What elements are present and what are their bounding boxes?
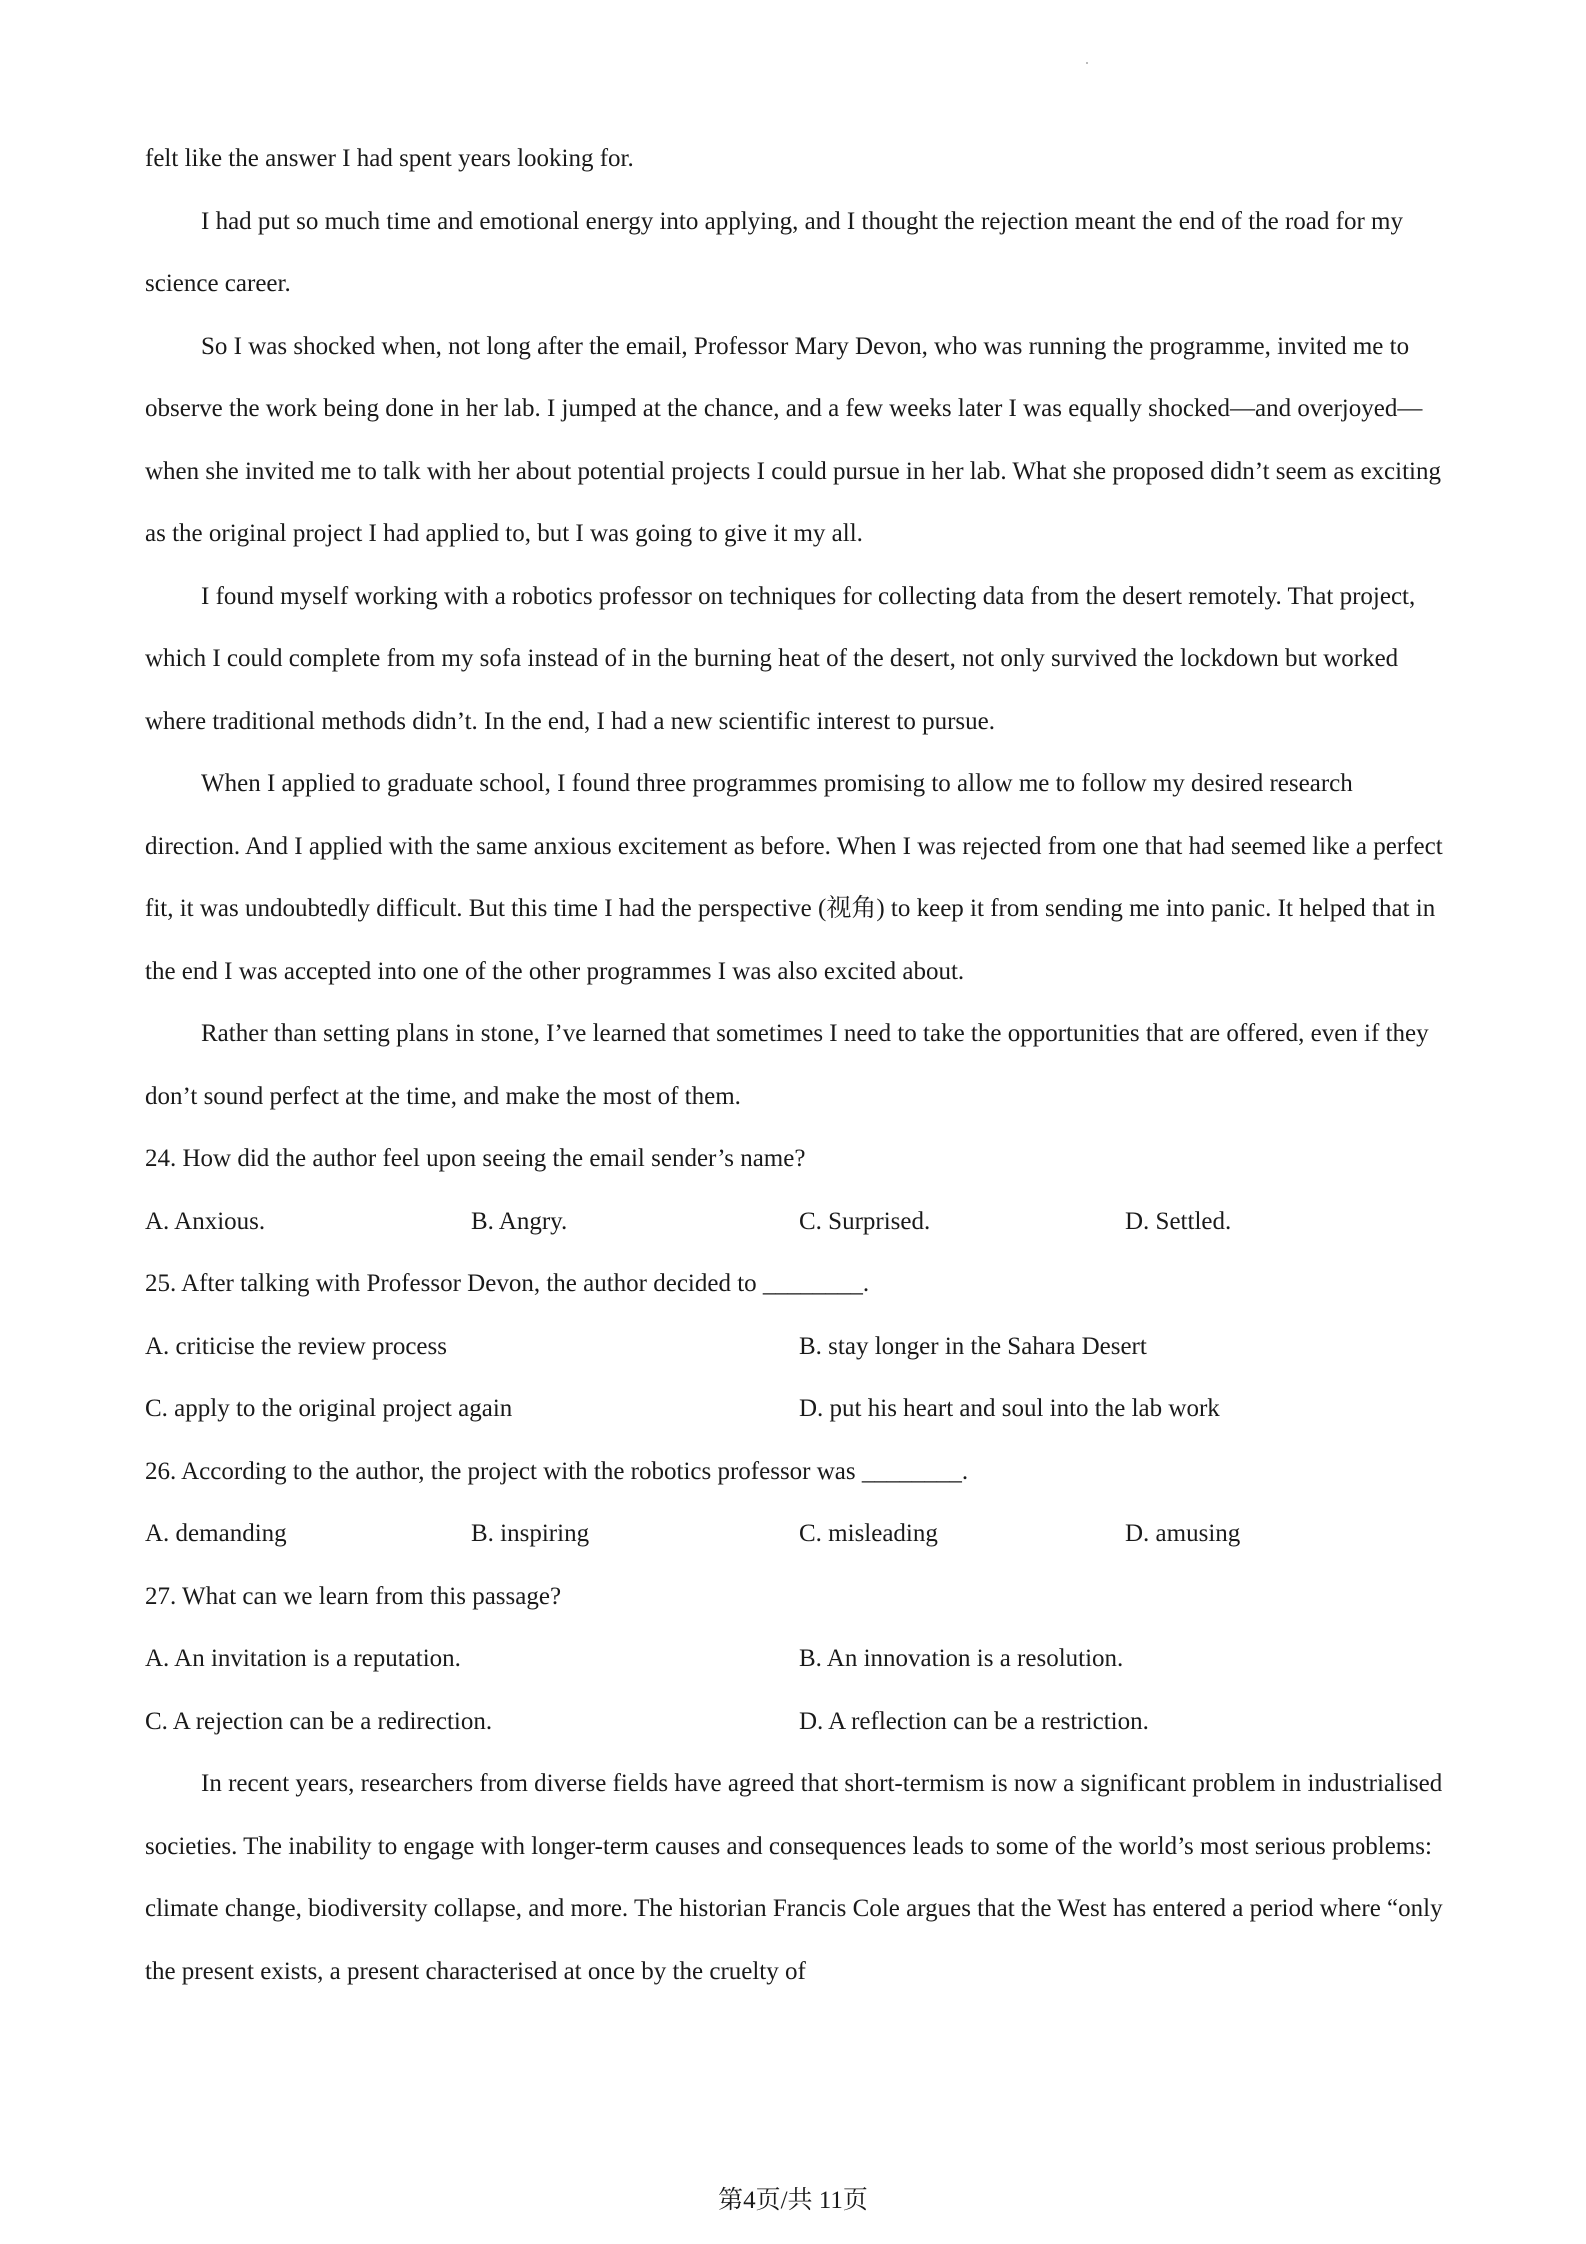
paragraph: So I was shocked when, not long after the email, Professor Mary Devon, who was running the programme, invited me to observe the work being done in her lab. I jumped at the chance, and a few weeks later I was equally shocked—and overjoyed—when she invited me to talk with her about potential projects I could pursue in her lab. What she proposed didn’t seem as exciting as the original project I had applied to, but I was going to give it my all.	[145, 332, 1441, 547]
paragraph: I had put so much time and emotional energy into applying, and I thought the rejection meant the end of the road for my science career.	[145, 207, 1404, 297]
question-options	[145, 1316, 1445, 1441]
paragraph: Rather than setting plans in stone, I’ve learned that sometimes I need to take the opportunities that are offered, even if they don’t sound perfect at the time, and make the most of them.	[145, 1020, 1429, 1110]
option-a: A. An invitation is a reputation.	[145, 1645, 461, 1672]
option-b: B. stay longer in the Sahara Desert	[799, 1332, 1147, 1360]
page-footer: 第4页/共 11页	[718, 2187, 868, 2214]
option-c: C. misleading	[799, 1520, 938, 1547]
question-stem: 27. What can we learn from this passage?	[145, 1582, 562, 1610]
question-24	[145, 1128, 1445, 1253]
paragraph: felt like the answer I had spent years looking for.	[145, 145, 634, 172]
option-a: A. Anxious.	[145, 1207, 266, 1235]
option-d: D. amusing	[1125, 1520, 1241, 1547]
question-26	[145, 1441, 1445, 1566]
option-a: A. demanding	[145, 1520, 287, 1547]
question-options	[145, 1503, 1445, 1566]
question-27	[145, 1566, 1445, 1754]
option-b: B. Angry.	[471, 1207, 568, 1235]
option-b: B. An innovation is a resolution.	[799, 1645, 1124, 1672]
question-25	[145, 1253, 1445, 1441]
option-d: D. Settled.	[1125, 1207, 1232, 1235]
option-c: C. A rejection can be a redirection.	[145, 1707, 493, 1735]
question-stem: 26. According to the author, the project with the robotics professor was ________.	[145, 1457, 969, 1485]
scan-speck	[1086, 62, 1088, 64]
question-options	[145, 1628, 1445, 1753]
question-options	[145, 1191, 1445, 1254]
option-b: B. inspiring	[471, 1520, 590, 1547]
paragraph: When I applied to graduate school, I found three programmes promising to allow me to follow my desired research direction. And I applied with the same anxious excitement as before. When I was rejected from one that had seemed like a perfect fit, it was undoubtedly difficult. But this time I had the perspective (视角) to keep it from sending me into panic. It helped that in the end I was accepted into one of the other programmes I was also excited about.	[145, 770, 1443, 985]
option-c: C. apply to the original project again	[145, 1395, 513, 1422]
option-d: D. A reflection can be a restriction.	[799, 1707, 1149, 1735]
page-content	[145, 128, 1445, 2003]
option-d: D. put his heart and soul into the lab work	[799, 1395, 1220, 1422]
option-a: A. criticise the review process	[145, 1332, 447, 1360]
paragraph: In recent years, researchers from diverse fields have agreed that short-termism is now a significant problem in industrialised societies. The inability to engage with longer-term causes and consequences leads to some of the world’s most serious problems: climate change, biodiversity collapse, and more. The historian Francis Cole argues that the West has entered a period where “only the present exists, a present characterised at once by the cruelty of	[145, 1770, 1443, 1985]
option-c: C. Surprised.	[799, 1207, 931, 1235]
question-stem: 25. After talking with Professor Devon, the author decided to ________.	[145, 1270, 870, 1297]
question-stem: 24. How did the author feel upon seeing the email sender’s name?	[145, 1145, 806, 1172]
paragraph: I found myself working with a robotics professor on techniques for collecting data from the desert remotely. That project, which I could complete from my sofa instead of in the burning heat of the desert, not only survived the lockdown but worked where traditional methods didn’t. In the end, I had a new scientific interest to pursue.	[145, 582, 1416, 735]
